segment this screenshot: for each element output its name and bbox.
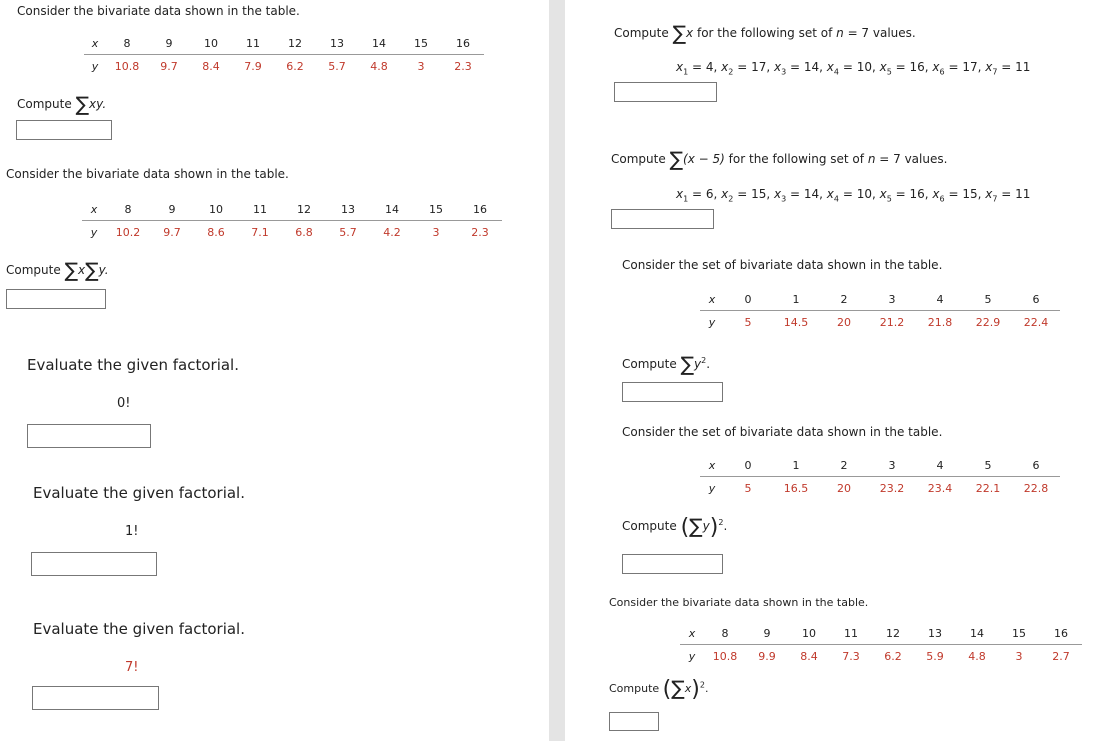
sigma-symbol: ∑ bbox=[85, 258, 99, 282]
sequence-term: $x_7 = 11$ bbox=[985, 60, 1031, 77]
q6-compute-label: Compute bbox=[614, 26, 669, 40]
x-value-cell: 8 bbox=[704, 622, 746, 645]
x-value-cell: 10 bbox=[194, 198, 238, 221]
x-value-cell: 14 bbox=[358, 32, 400, 55]
y-value-cell: 2.3 bbox=[471, 225, 489, 239]
sigma-symbol: ∑ bbox=[64, 258, 79, 282]
x-value-cell: 6 bbox=[1012, 288, 1060, 311]
q1-data-table bbox=[84, 32, 484, 77]
sequence-term: $x_4 = 10$, bbox=[826, 187, 880, 204]
q3-factorial: 0! bbox=[117, 396, 131, 411]
q9-compute-label: Compute bbox=[622, 519, 677, 533]
y-value-cell: 7.1 bbox=[251, 225, 269, 239]
q8-exponent: 2 bbox=[701, 356, 707, 365]
y-value-cell: 6.2 bbox=[884, 649, 902, 663]
sequence-term: $x_5 = 16$, bbox=[879, 187, 933, 204]
y-value-cell: 5 bbox=[744, 315, 752, 329]
q3-title: Evaluate the given factorial. bbox=[27, 356, 239, 374]
q6-value-list bbox=[676, 60, 1030, 76]
q5-title: Evaluate the given factorial. bbox=[33, 620, 245, 638]
q2-answer-input[interactable] bbox=[6, 289, 106, 309]
x-value-cell: 16 bbox=[442, 32, 484, 55]
y-value-cell: 2.3 bbox=[454, 59, 472, 73]
y-value-cell: 4.8 bbox=[370, 59, 388, 73]
x-value-cell: 8 bbox=[106, 198, 150, 221]
y-value-cell: 10.8 bbox=[114, 59, 140, 73]
q9-expression: y bbox=[702, 519, 710, 533]
q7-text-a: for the following set of bbox=[728, 152, 864, 166]
x-value-cell: 3 bbox=[868, 288, 916, 311]
q1-answer-input[interactable] bbox=[16, 120, 112, 140]
sequence-term: $x_6 = 15$, bbox=[932, 187, 986, 204]
y-value-cell: 22.1 bbox=[975, 481, 1001, 495]
q4-factorial: 1! bbox=[125, 524, 139, 539]
panel-divider bbox=[549, 0, 565, 741]
y-row bbox=[84, 55, 484, 78]
x-value-cell: 15 bbox=[400, 32, 442, 55]
x-value-cell: 11 bbox=[830, 622, 872, 645]
paren-close: ) bbox=[709, 515, 719, 540]
y-value-cell: 21.2 bbox=[879, 315, 905, 329]
y-value-cell: 9.7 bbox=[163, 225, 181, 239]
y-value-cell: 3 bbox=[432, 225, 440, 239]
y-value-cell: 22.4 bbox=[1023, 315, 1049, 329]
q6-text-a: for the following set of bbox=[696, 26, 833, 40]
y-value-cell: 20 bbox=[837, 481, 851, 495]
y-value-cell: 20 bbox=[837, 315, 851, 329]
x-value-cell: 2 bbox=[820, 454, 868, 477]
q2-expression-y: y. bbox=[98, 263, 109, 277]
y-value-cell: 16.5 bbox=[783, 481, 809, 495]
q2-intro: Consider the bivariate data shown in the table. bbox=[6, 167, 289, 181]
q3-answer-input[interactable] bbox=[27, 424, 151, 448]
y-value-cell: 4.8 bbox=[968, 649, 986, 663]
y-value-cell: 6.2 bbox=[286, 59, 304, 73]
x-value-cell: 2 bbox=[820, 288, 868, 311]
x-value-cell: 11 bbox=[238, 198, 282, 221]
y-value-cell: 21.8 bbox=[927, 315, 953, 329]
x-row bbox=[700, 454, 1060, 477]
paren-close: ) bbox=[691, 677, 700, 702]
y-row-label: y bbox=[91, 59, 99, 73]
x-row bbox=[82, 198, 502, 221]
y-row bbox=[700, 477, 1060, 500]
x-value-cell: 0 bbox=[724, 288, 772, 311]
q2-prompt bbox=[6, 258, 109, 282]
q7-text-b: = 7 values. bbox=[879, 152, 948, 166]
x-row-label: x bbox=[84, 32, 106, 55]
x-value-cell: 3 bbox=[868, 454, 916, 477]
y-value-cell: 8.4 bbox=[202, 59, 220, 73]
y-value-cell: 22.9 bbox=[975, 315, 1001, 329]
q4-title: Evaluate the given factorial. bbox=[33, 484, 245, 502]
y-value-cell: 7.9 bbox=[244, 59, 262, 73]
y-value-cell: 23.2 bbox=[879, 481, 905, 495]
x-value-cell: 9 bbox=[148, 32, 190, 55]
x-value-cell: 16 bbox=[1040, 622, 1082, 645]
x-row-label: x bbox=[680, 622, 704, 645]
q7-n-var: n bbox=[867, 152, 876, 166]
sigma-symbol: ∑ bbox=[680, 352, 695, 376]
sigma-symbol: ∑ bbox=[672, 21, 687, 45]
y-value-cell: 3 bbox=[1015, 649, 1023, 663]
y-value-cell: 5.9 bbox=[926, 649, 944, 663]
x-value-cell: 5 bbox=[964, 288, 1012, 311]
q6-expression: x bbox=[686, 26, 694, 40]
q8-answer-input[interactable] bbox=[622, 382, 723, 402]
q8-expression: y bbox=[694, 357, 702, 371]
y-value-cell: 9.7 bbox=[160, 59, 178, 73]
paren-open: ( bbox=[662, 677, 672, 702]
q7-answer-input[interactable] bbox=[611, 209, 714, 229]
q5-answer-input[interactable] bbox=[32, 686, 159, 710]
sigma-symbol: ∑ bbox=[689, 514, 703, 538]
sigma-symbol: ∑ bbox=[671, 676, 685, 700]
y-row bbox=[82, 221, 502, 244]
q10-compute-label: Compute bbox=[609, 682, 660, 695]
sequence-term: $x_4 = 10$, bbox=[826, 60, 880, 77]
x-value-cell: 4 bbox=[916, 454, 964, 477]
x-value-cell: 13 bbox=[326, 198, 370, 221]
q6-text-b: = 7 values. bbox=[847, 26, 916, 40]
q8-intro: Consider the set of bivariate data shown in the table. bbox=[622, 258, 943, 272]
q9-exponent: 2 bbox=[718, 518, 724, 527]
y-row bbox=[680, 645, 1082, 668]
x-row-label: x bbox=[82, 198, 106, 221]
q10-prompt: Compute $(\sum x)^2$. bbox=[609, 676, 709, 702]
x-value-cell: 5 bbox=[964, 454, 1012, 477]
q8-compute-label: Compute bbox=[622, 357, 677, 371]
sequence-term: $x_3 = 14$, bbox=[773, 187, 827, 204]
y-value-cell: 8.4 bbox=[800, 649, 818, 663]
q8-prompt: Compute $\sum y^2$. bbox=[622, 352, 711, 376]
x-value-cell: 12 bbox=[872, 622, 914, 645]
paren-open: ( bbox=[680, 515, 690, 540]
y-value-cell: 23.4 bbox=[927, 481, 953, 495]
sigma-symbol: ∑ bbox=[75, 92, 90, 116]
q10-answer-input[interactable] bbox=[609, 712, 659, 731]
x-value-cell: 10 bbox=[788, 622, 830, 645]
x-value-cell: 15 bbox=[998, 622, 1040, 645]
q1-expression: xy. bbox=[89, 97, 107, 111]
x-value-cell: 0 bbox=[724, 454, 772, 477]
q8-data-table bbox=[700, 288, 1060, 333]
sigma-symbol: ∑ bbox=[669, 147, 684, 171]
y-row-label: y bbox=[708, 481, 716, 495]
x-value-cell: 1 bbox=[772, 288, 820, 311]
x-value-cell: 16 bbox=[458, 198, 502, 221]
x-value-cell: 10 bbox=[190, 32, 232, 55]
y-value-cell: 3 bbox=[417, 59, 425, 73]
y-value-cell: 9.9 bbox=[758, 649, 776, 663]
y-value-cell: 10.2 bbox=[115, 225, 141, 239]
y-row-label: y bbox=[90, 225, 98, 239]
x-value-cell: 6 bbox=[1012, 454, 1060, 477]
q6-n-var: n bbox=[836, 26, 844, 40]
y-value-cell: 10.8 bbox=[712, 649, 738, 663]
y-row bbox=[700, 311, 1060, 334]
q4-answer-input[interactable] bbox=[31, 552, 157, 576]
y-value-cell: 8.6 bbox=[207, 225, 225, 239]
sequence-term: $x_2 = 17$, bbox=[721, 60, 774, 77]
x-value-cell: 14 bbox=[370, 198, 414, 221]
q7-prompt bbox=[611, 147, 947, 171]
x-value-cell: 15 bbox=[414, 198, 458, 221]
x-value-cell: 12 bbox=[274, 32, 316, 55]
x-value-cell: 1 bbox=[772, 454, 820, 477]
q5-factorial: 7! bbox=[125, 660, 139, 675]
y-value-cell: 2.7 bbox=[1052, 649, 1070, 663]
q1-intro: Consider the bivariate data shown in the table. bbox=[17, 4, 300, 18]
sequence-term: $x_2 = 15$, bbox=[721, 187, 774, 204]
sequence-term: $x_1 = 6$, bbox=[676, 187, 722, 204]
q6-answer-input[interactable] bbox=[614, 82, 717, 102]
q9-data-table bbox=[700, 454, 1060, 499]
x-row bbox=[700, 288, 1060, 311]
q10-expression: x bbox=[684, 682, 692, 695]
sequence-term: $x_1 = 4$, bbox=[676, 60, 722, 77]
x-row bbox=[680, 622, 1082, 645]
x-value-cell: 13 bbox=[316, 32, 358, 55]
sequence-term: $x_3 = 14$, bbox=[773, 60, 827, 77]
q7-expression: (x − 5) bbox=[683, 152, 725, 166]
y-value-cell: 14.5 bbox=[783, 315, 809, 329]
q9-answer-input[interactable] bbox=[622, 554, 723, 574]
x-row bbox=[84, 32, 484, 55]
x-value-cell: 9 bbox=[746, 622, 788, 645]
x-value-cell: 12 bbox=[282, 198, 326, 221]
y-value-cell: 7.3 bbox=[842, 649, 860, 663]
q2-compute-label: Compute bbox=[6, 263, 61, 277]
q7-value-list bbox=[676, 187, 1030, 203]
x-value-cell: 9 bbox=[150, 198, 194, 221]
x-value-cell: 11 bbox=[232, 32, 274, 55]
x-row-label: x bbox=[700, 288, 724, 311]
y-value-cell: 22.8 bbox=[1023, 481, 1049, 495]
y-row-label: y bbox=[708, 315, 716, 329]
sequence-term: $x_7 = 11$ bbox=[985, 187, 1031, 204]
x-value-cell: 13 bbox=[914, 622, 956, 645]
x-row-label: x bbox=[700, 454, 724, 477]
sequence-term: $x_5 = 16$, bbox=[879, 60, 933, 77]
y-value-cell: 5.7 bbox=[339, 225, 357, 239]
q1-compute-label: Compute bbox=[17, 97, 72, 111]
q1-prompt bbox=[17, 92, 106, 116]
y-row-label: y bbox=[688, 649, 696, 663]
y-value-cell: 5.7 bbox=[328, 59, 346, 73]
y-value-cell: 4.2 bbox=[383, 225, 401, 239]
q9-prompt: Compute $(\sum y)^2$. bbox=[622, 514, 728, 540]
y-value-cell: 5 bbox=[744, 481, 752, 495]
q6-prompt bbox=[614, 21, 916, 45]
x-value-cell: 8 bbox=[106, 32, 148, 55]
sequence-term: $x_6 = 17$, bbox=[932, 60, 986, 77]
q2-data-table bbox=[82, 198, 502, 243]
q10-exponent: 2 bbox=[699, 680, 705, 690]
q10-intro: Consider the bivariate data shown in the table. bbox=[609, 596, 869, 609]
x-value-cell: 4 bbox=[916, 288, 964, 311]
x-value-cell: 14 bbox=[956, 622, 998, 645]
y-value-cell: 6.8 bbox=[295, 225, 313, 239]
q10-data-table bbox=[680, 622, 1082, 667]
q9-intro: Consider the set of bivariate data shown in the table. bbox=[622, 425, 943, 439]
q7-compute-label: Compute bbox=[611, 152, 666, 166]
q2-expression-x: x bbox=[78, 263, 86, 277]
